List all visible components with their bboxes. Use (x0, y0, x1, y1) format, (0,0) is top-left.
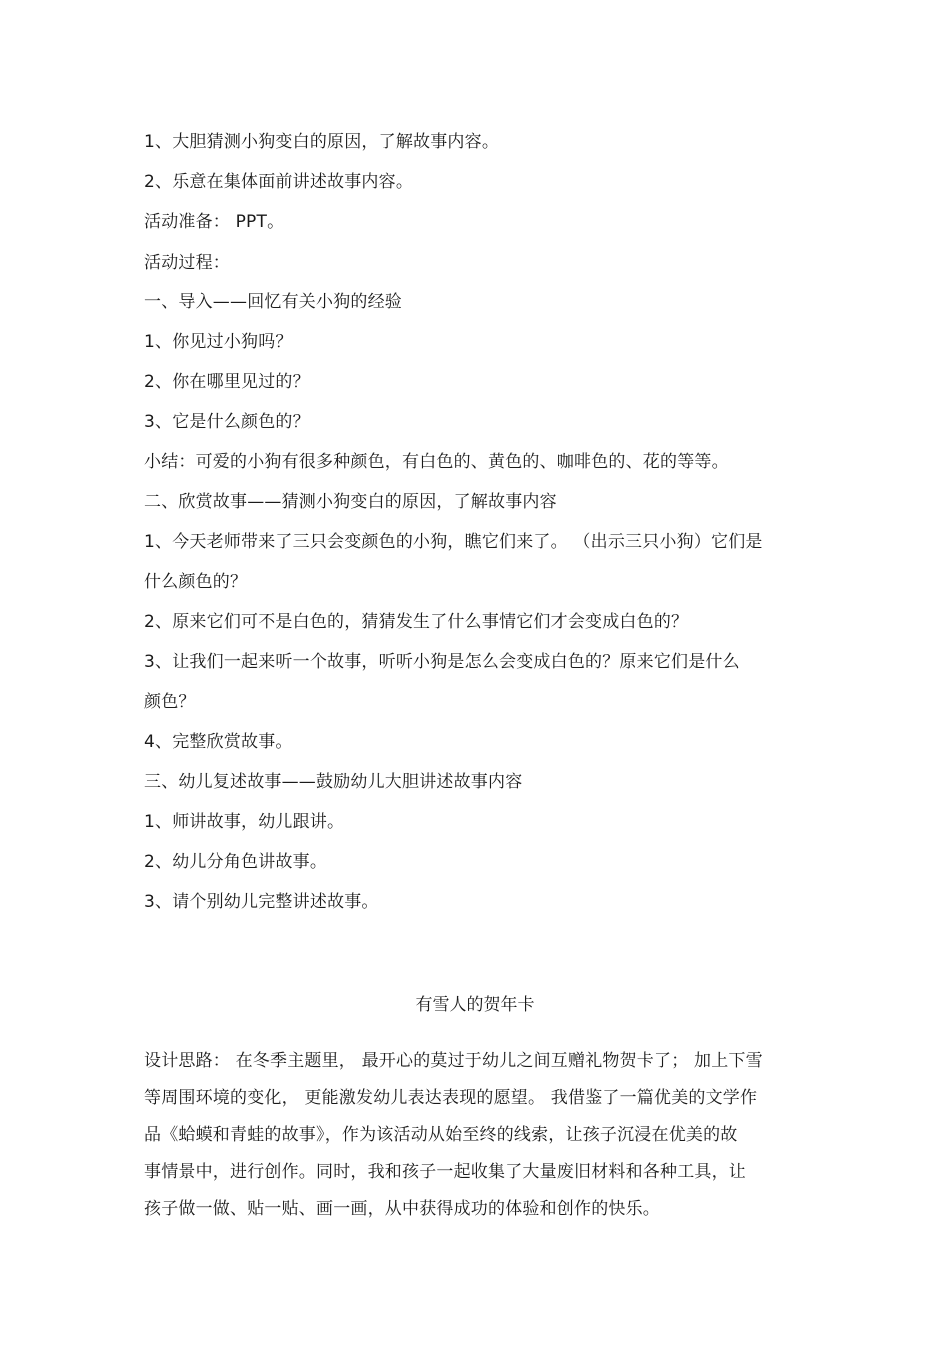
text-line: 3、请个别幼儿完整讲述故事。 (144, 892, 379, 912)
text-line: 3、让我们一起来听一个故事，听听小狗是怎么会变成白色的？原来它们是什么 (144, 652, 740, 672)
design-line: 品《蛤蟆和青蛙的故事》，作为该活动从始至终的线索，让孩子沉浸在优美的故 (144, 1125, 738, 1145)
goal-line-2: 2、乐意在集体面前讲述故事内容。 (144, 172, 414, 192)
section-heading-3: 三、幼儿复述故事——鼓励幼儿大胆讲述故事内容 (144, 772, 523, 792)
text-line: 什么颜色的？ (144, 572, 248, 592)
section-heading-2: 二、欣赏故事——猜测小狗变白的原因，了解故事内容 (144, 492, 557, 512)
goal-line-1: 1、大胆猜测小狗变白的原因，了解故事内容。 (144, 132, 500, 152)
summary-line: 小结：可爱的小狗有很多种颜色，有白色的、黄色的、咖啡色的、花的等等。 (144, 452, 729, 472)
design-line: 事情景中，进行创作。同时，我和孩子一起收集了大量废旧材料和各种工具，让 (144, 1162, 746, 1182)
design-line: 设计思路： 在冬季主题里， 最开心的莫过于幼儿之间互赠礼物贺卡了； 加上下雪 (144, 1051, 763, 1071)
text-line: 1、今天老师带来了三只会变颜色的小狗，瞧它们来了。 （出示三只小狗）它们是 (144, 532, 763, 552)
text-line: 2、你在哪里见过的？ (144, 372, 310, 392)
text-line: 1、你见过小狗吗？ (144, 332, 293, 352)
preparation-line: 活动准备： PPT。 (144, 212, 285, 232)
design-line: 等周围环境的变化， 更能激发幼儿表达表现的愿望。 我借鉴了一篇优美的文学作 (144, 1088, 758, 1108)
section-title: 有雪人的贺年卡 (415, 995, 535, 1015)
text-line: 3、它是什么颜色的？ (144, 412, 310, 432)
section-heading-1: 一、导入——回忆有关小狗的经验 (144, 292, 402, 312)
text-line: 4、完整欣赏故事。 (144, 732, 293, 752)
design-line: 孩子做一做、贴一贴、画一画，从中获得成功的体验和创作的快乐。 (144, 1199, 660, 1219)
text-line: 1、师讲故事，幼儿跟讲。 (144, 812, 345, 832)
text-line: 颜色？ (144, 692, 196, 712)
process-heading: 活动过程： (144, 253, 230, 273)
text-line: 2、原来它们可不是白色的，猜猜发生了什么事情它们才会变成白色的？ (144, 612, 689, 632)
text-line: 2、幼儿分角色讲故事。 (144, 852, 328, 872)
